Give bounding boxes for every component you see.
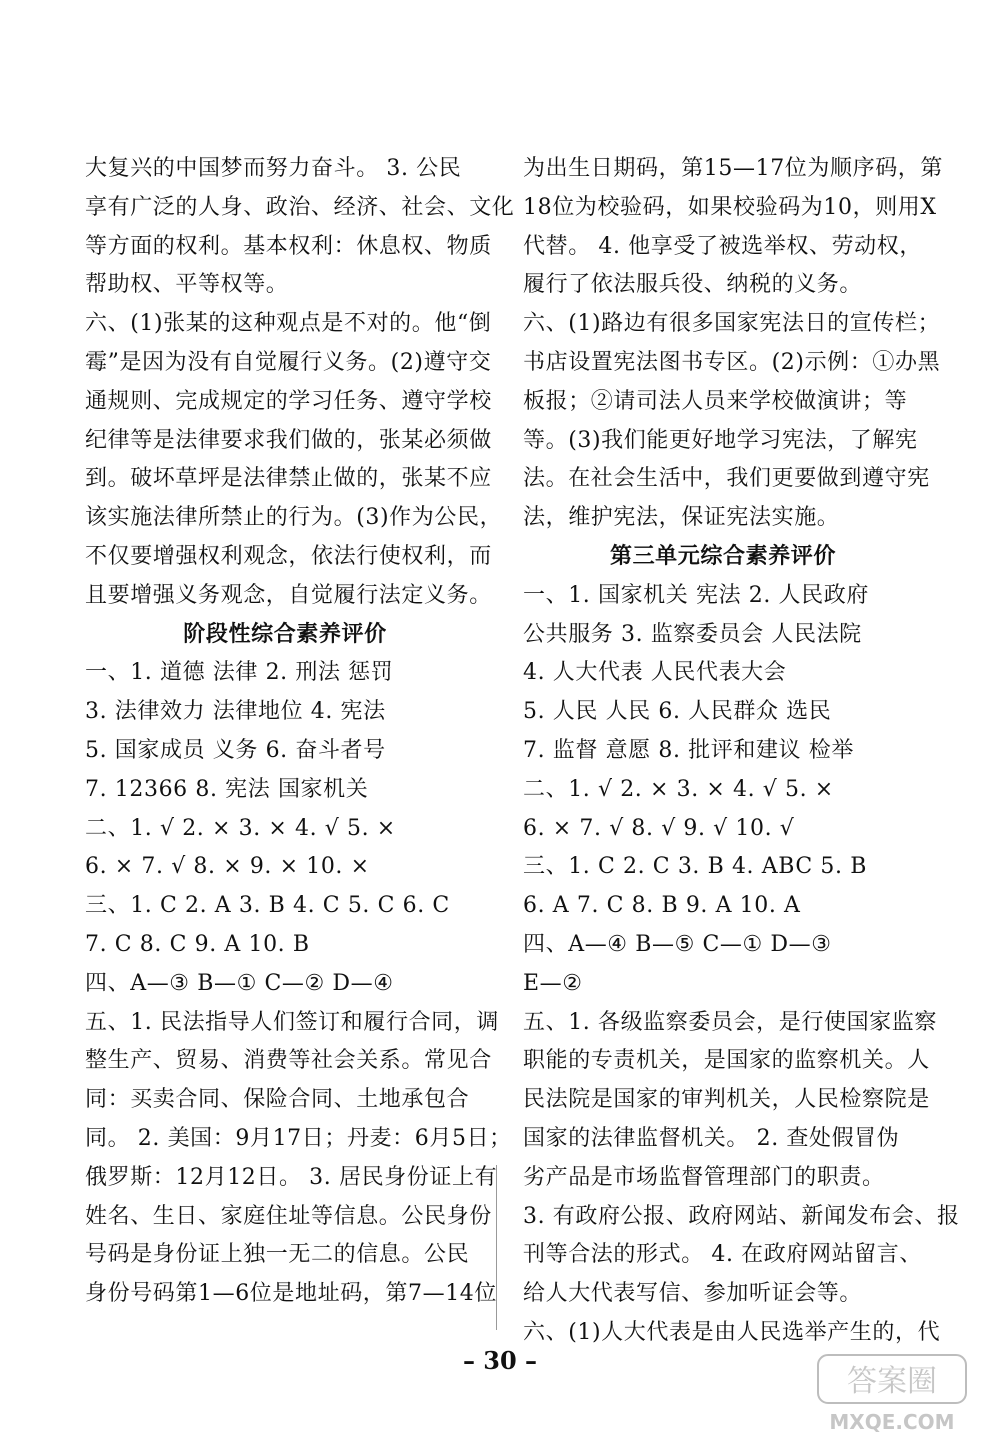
- answer-line: 刊等合法的形式。 4. 在政府网站留言、: [523, 1242, 922, 1268]
- answer-line: 同。 2. 美国：9月17日；丹麦：6月5日；: [85, 1125, 512, 1151]
- answer-line: 职能的专责机关，是国家的监察机关。人: [523, 1048, 930, 1074]
- answer-line: 6. A 7. C 8. B 9. A 10. A: [523, 893, 801, 919]
- answer-line: 六、(1)路边有很多国家宪法日的宣传栏；: [523, 311, 941, 337]
- answer-line: 等。(3)我们能更好地学习宪法，了解宪: [523, 427, 918, 453]
- answer-line: 等方面的权利。基本权利：休息权、物质: [85, 233, 492, 259]
- answer-line: 俄罗斯：12月12日。 3. 居民身份证上有: [85, 1164, 498, 1190]
- answer-line: 5. 国家成员 义务 6. 奋斗者号: [85, 737, 386, 763]
- answer-line: 到。破坏草坪是法律禁止做的，张某不应: [85, 466, 492, 492]
- answer-line: 代替。 4. 他享受了被选举权、劳动权，: [523, 233, 922, 259]
- answer-line: 五、1. 民法指导人们签订和履行合同，调: [85, 1009, 499, 1035]
- answer-line: 号码是身份证上独一无二的信息。公民: [85, 1242, 470, 1268]
- answer-line: 一、1. 国家机关 宪法 2. 人民政府: [523, 582, 869, 608]
- answer-line: 7. 监督 意愿 8. 批评和建议 检举: [523, 737, 854, 763]
- section-heading: 阶段性综合素养评价: [183, 621, 387, 647]
- answer-line: 同：买卖合同、保险合同、土地承包合: [85, 1087, 470, 1113]
- answer-line: 一、1. 道德 法律 2. 刑法 惩罚: [85, 660, 394, 686]
- answer-line: 法。在社会生活中，我们更要做到遵守宪: [523, 466, 930, 492]
- answer-line: 5. 人民 人民 6. 人民群众 选民: [523, 699, 832, 725]
- answer-line: 大复兴的中国梦而努力奋斗。 3. 公民: [85, 156, 462, 181]
- page-number: – 30 –: [462, 1346, 538, 1375]
- answer-line: 姓名、生日、家庭住址等信息。公民身份: [85, 1203, 492, 1229]
- answer-line: 书店设置宪法图书专区。(2)示例：①办黑: [523, 349, 941, 375]
- answer-line: 给人大代表写信、参加听证会等。: [523, 1281, 863, 1307]
- answer-line: 板报；②请司法人员来学校做演讲；等: [523, 388, 908, 414]
- answer-line: 4. 人大代表 人民代表大会: [523, 660, 787, 686]
- answer-line: 享有广泛的人身、政治、经济、社会、文化: [85, 194, 515, 220]
- answer-line: 7. 12366 8. 宪法 国家机关: [85, 776, 369, 802]
- answer-line: 公共服务 3. 监察委员会 人民法院: [523, 621, 862, 647]
- left-column: [85, 150, 515, 1314]
- answer-line: 履行了依法服兵役、纳税的义务。: [523, 272, 863, 298]
- answer-line: 不仅要增强权利观念，依法行使权利，而: [85, 543, 492, 569]
- answer-line: 四、A—③ B—① C—② D—④: [85, 970, 394, 996]
- answer-line: 18位为校验码，如果校验码为10，则用X: [523, 194, 937, 220]
- answer-line: 国家的法律监督机关。 2. 查处假冒伪: [523, 1125, 900, 1151]
- answer-line: 3. 有政府公报、政府网站、新闻发布会、报: [523, 1203, 960, 1229]
- column-divider: [496, 1165, 497, 1330]
- answer-line: 三、1. C 2. A 3. B 4. C 5. C 6. C: [85, 893, 450, 919]
- answer-line: 6. × 7. √ 8. √ 9. √ 10. √: [523, 815, 795, 841]
- answer-line: 六、(1)张某的这种观点是不对的。他“倒: [85, 311, 492, 337]
- watermark-logo: [812, 1349, 972, 1439]
- answer-line: 6. × 7. √ 8. × 9. × 10. ×: [85, 854, 370, 880]
- answer-line: 纪律等是法律要求我们做的，张某必须做: [85, 427, 492, 453]
- right-column: [523, 150, 960, 1353]
- answer-line: 二、1. √ 2. × 3. × 4. √ 5. ×: [85, 815, 396, 841]
- answer-line: 3. 法律效力 法律地位 4. 宪法: [85, 699, 386, 725]
- answer-line: 帮助权、平等权等。: [85, 272, 289, 298]
- answer-line: 为出生日期码，第15—17位为顺序码，第: [523, 156, 943, 181]
- answer-line: 二、1. √ 2. × 3. × 4. √ 5. ×: [523, 776, 834, 802]
- answer-line: 通规则、完成规定的学习任务、遵守学校: [85, 388, 492, 414]
- answer-line: E—②: [523, 970, 583, 996]
- watermark-url-text: MXQE.COM: [829, 1410, 955, 1434]
- answer-line: 三、1. C 2. C 3. B 4. ABC 5. B: [523, 854, 867, 880]
- answer-line: 五、1. 各级监察委员会，是行使国家监察: [523, 1009, 937, 1035]
- answer-line: 四、A—④ B—⑤ C—① D—③: [523, 931, 832, 957]
- answer-line: 该实施法律所禁止的行为。(3)作为公民，: [85, 505, 503, 531]
- answer-line: 7. C 8. C 9. A 10. B: [85, 931, 310, 957]
- answer-line: 身份号码第1—6位是地址码，第7—14位: [85, 1281, 497, 1307]
- answer-line: 且要增强义务观念，自觉履行法定义务。: [85, 582, 492, 608]
- answer-line: 劣产品是市场监督管理部门的职责。: [523, 1164, 885, 1190]
- answer-line: 六、(1)人大代表是由人民选举产生的，代: [523, 1319, 941, 1345]
- answer-line: 整生产、贸易、消费等社会关系。常见合: [85, 1048, 492, 1074]
- answer-line: 霉”是因为没有自觉履行义务。(2)遵守交: [85, 349, 492, 375]
- answer-line: 法，维护宪法，保证宪法实施。: [523, 505, 840, 531]
- section-heading: 第三单元综合素养评价: [609, 543, 836, 569]
- watermark-logo-text: 答案圈: [847, 1364, 937, 1399]
- answer-line: 民法院是国家的审判机关，人民检察院是: [523, 1087, 930, 1113]
